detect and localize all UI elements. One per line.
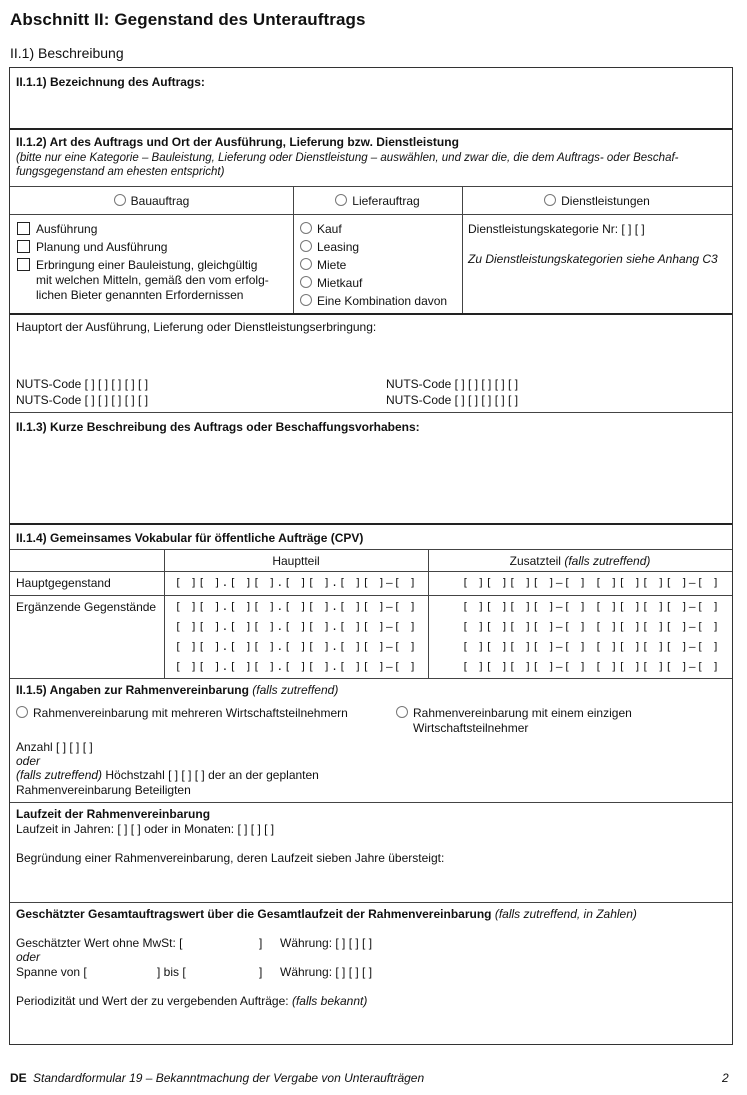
cpv-header-hauptteil: Hauptteil [272,554,320,568]
wert-ohne-mwst-label: Geschätzter Wert ohne MwSt: [ [16,936,183,950]
laufzeit-field[interactable]: Laufzeit in Jahren: [ ] [ ] oder in Monaten: [ ] [ ] [ ] [16,822,275,836]
spanne-von-label: Spanne von [ [16,965,87,979]
cpv-extra-code-field[interactable]: [ ][ ][ ][ ]–[ ] [595,620,721,633]
bracket-close: ] [259,936,263,950]
nuts-code-field[interactable]: NUTS-Code [ ] [ ] [ ] [ ] [ ] [386,393,519,407]
divider [10,214,732,215]
cpv-main-code-field[interactable]: [ ][ ].[ ][ ].[ ][ ].[ ][ ]–[ ] [174,600,418,613]
laufzeit-begruendung-label: Begründung einer Rahmenvereinbarung, deren Laufzeit sieben Jahre übersteigt: [16,851,445,865]
oder-label: oder [16,754,41,768]
footer-language: DE [10,1071,27,1085]
radio-icon[interactable] [300,258,312,270]
liefer-option-miete[interactable]: Miete [300,257,346,273]
hoechstzahl-line2: Rahmenvereinbarung Beteiligten [16,783,191,797]
footer [10,1071,424,1085]
radio-icon[interactable] [114,194,126,206]
checkbox-icon[interactable] [17,240,30,253]
nuts-code-field[interactable]: NUTS-Code [ ] [ ] [ ] [ ] [ ] [16,377,149,391]
waehrung-field[interactable]: Währung: [ ] [ ] [ ] [280,965,373,979]
hauptort-input-area[interactable] [10,335,732,375]
divider [10,412,732,413]
page-title: Abschnitt II: Gegenstand des Unterauftrags [10,10,366,29]
oder-label: oder [16,950,41,964]
periodizitaet-label: Periodizität und Wert der zu vergebenden Aufträge: (falls bekannt) [16,994,368,1008]
section-label-cpv: II.1.4) Gemeinsames Vokabular für öffentliche Aufträge (CPV) [16,531,364,545]
liefer-option-mietkauf[interactable]: Mietkauf [300,275,362,291]
radio-icon[interactable] [335,194,347,206]
laufzeit-heading: Laufzeit der Rahmenvereinbarung [16,807,211,821]
art-note-line2: fungsgegenstand am ehesten entspricht) [16,166,225,178]
cpv-main-code-field[interactable]: [ ][ ].[ ][ ].[ ][ ].[ ][ ]–[ ] [174,640,418,653]
cpv-extra-code-field[interactable]: [ ][ ][ ][ ]–[ ] [462,640,588,653]
bau-option-erbringung-line2: mit welchen Mitteln, gemäß den vom erfolg- [36,273,269,287]
liefer-option-kombination[interactable]: Eine Kombination davon [300,293,447,309]
dienstleistungskategorie-note: Zu Dienstleistungskategorien siehe Anhang C3 [468,252,718,266]
radio-icon[interactable] [396,706,408,718]
option-rahmen-einzig-line2: Wirtschaftsteilnehmer [413,721,529,735]
cpv-extra-code-field[interactable]: [ ][ ][ ][ ]–[ ] [595,660,721,673]
bau-option-ausfuehrung[interactable]: Ausführung [17,221,97,237]
radio-icon[interactable] [300,222,312,234]
waehrung-field[interactable]: Währung: [ ] [ ] [ ] [280,936,373,950]
section-label-bezeichnung: II.1.1) Bezeichnung des Auftrags: [16,75,205,89]
option-rahmen-mehrere[interactable]: Rahmenvereinbarung mit mehreren Wirtschaftsteilnehmern [16,705,348,721]
cpv-row-label-hauptgegenstand: Hauptgegenstand [16,576,111,590]
section-label-art: II.1.2) Art des Auftrags und Ort der Ausführung, Lieferung bzw. Dienstleistung [16,135,459,149]
cpv-extra-code-field[interactable]: [ ][ ][ ][ ]–[ ] [462,576,588,589]
cpv-row-label-ergaenzend: Ergänzende Gegenstände [16,600,157,614]
spanne-bis-label: ] bis [ [157,965,186,979]
option-bauauftrag[interactable]: Bauauftrag [10,193,293,209]
wert-ohne-mwst-input[interactable] [192,935,258,951]
section-label-kurzbeschreibung: II.1.3) Kurze Beschreibung des Auftrags oder Beschaffungsvorhabens: [16,420,420,434]
cpv-extra-code-field[interactable]: [ ][ ][ ][ ]–[ ] [595,640,721,653]
divider [10,186,732,187]
spanne-bis-input[interactable] [192,964,258,980]
divider [10,678,732,679]
liefer-option-leasing[interactable]: Leasing [300,239,359,255]
art-note-line1: (bitte nur eine Kategorie – Bauleistung, Lieferung oder Dienstleistung – auswählen, und zwar die, die dem Auftrags- oder Beschaf- [16,152,679,164]
bau-option-erbringung[interactable]: Erbringung einer Bauleistung, gleichgültig [17,257,257,273]
divider [10,902,732,903]
option-rahmen-einzig[interactable]: Rahmenvereinbarung mit einem einzigen [396,705,632,721]
form-frame [9,67,733,1045]
cpv-extra-code-field[interactable]: [ ][ ][ ][ ]–[ ] [462,620,588,633]
kurzbeschreibung-input-area[interactable] [10,436,732,522]
cpv-main-code-field[interactable]: [ ][ ].[ ][ ].[ ][ ].[ ][ ]–[ ] [174,660,418,673]
begruendung-input-area[interactable] [10,866,732,901]
section-label-rahmenvereinbarung: II.1.5) Angaben zur Rahmenvereinbarung (falls zutreffend) [16,683,339,697]
divider [10,523,732,525]
divider [10,571,732,572]
cpv-extra-code-field[interactable]: [ ][ ][ ][ ]–[ ] [595,600,721,613]
divider [10,313,732,315]
divider [10,549,732,550]
footer-form-name: Standardformular 19 – Bekanntmachung der Vergabe von Unteraufträgen [33,1071,425,1085]
radio-icon[interactable] [16,706,28,718]
cpv-main-code-field[interactable]: [ ][ ].[ ][ ].[ ][ ].[ ][ ]–[ ] [174,576,418,589]
liefer-option-kauf[interactable]: Kauf [300,221,342,237]
nuts-code-field[interactable]: NUTS-Code [ ] [ ] [ ] [ ] [ ] [16,393,149,407]
hauptort-label: Hauptort der Ausführung, Lieferung oder Dienstleistungserbringung: [16,320,377,334]
cpv-main-code-field[interactable]: [ ][ ].[ ][ ].[ ][ ].[ ][ ]–[ ] [174,620,418,633]
option-lieferauftrag[interactable]: Lieferauftrag [293,193,462,209]
dienstleistungskategorie-field[interactable]: Dienstleistungskategorie Nr: [ ] [ ] [468,222,645,236]
divider [10,802,732,803]
gesamtwert-heading: Geschätzter Gesamtauftragswert über die Gesamtlaufzeit der Rahmenvereinbarung (falls zutreffend, in Zahlen) [16,907,637,921]
radio-icon[interactable] [544,194,556,206]
bracket-close: ] [259,965,263,979]
cpv-extra-code-field[interactable]: [ ][ ][ ][ ]–[ ] [595,576,721,589]
checkbox-icon[interactable] [17,258,30,271]
hoechstzahl-field[interactable]: (falls zutreffend) Höchstzahl [ ] [ ] [ ] der an der geplanten [16,768,319,782]
bezeichnung-input-area[interactable] [10,90,732,128]
option-dienstleistungen[interactable]: Dienstleistungen [462,193,732,209]
spanne-von-input[interactable] [92,964,156,980]
bau-option-erbringung-line3: lichen Bieter genannten Erfordernissen [36,288,244,302]
anzahl-field[interactable]: Anzahl [ ] [ ] [ ] [16,740,93,754]
cpv-extra-code-field[interactable]: [ ][ ][ ][ ]–[ ] [462,660,588,673]
page-number: 2 [722,1071,729,1085]
divider [10,595,732,596]
nuts-code-field[interactable]: NUTS-Code [ ] [ ] [ ] [ ] [ ] [386,377,519,391]
checkbox-icon[interactable] [17,222,30,235]
section-subtitle: II.1) Beschreibung [10,45,124,61]
radio-icon[interactable] [300,240,312,252]
cpv-header-zusatzteil: Zusatzteil (falls zutreffend) [509,554,651,568]
bau-option-planung[interactable]: Planung und Ausführung [17,239,167,255]
radio-icon[interactable] [300,294,312,306]
cpv-extra-code-field[interactable]: [ ][ ][ ][ ]–[ ] [462,600,588,613]
periodizitaet-input-area[interactable] [10,1010,732,1043]
radio-icon[interactable] [300,276,312,288]
divider [10,128,732,130]
